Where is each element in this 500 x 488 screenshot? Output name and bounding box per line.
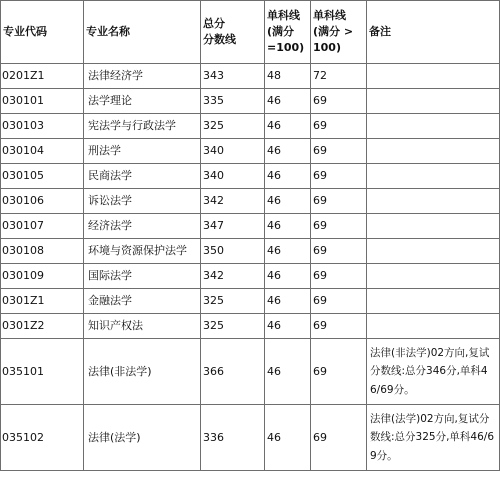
cell-total: 342 xyxy=(201,189,265,214)
cell-code: 035101 xyxy=(1,339,84,405)
table-row xyxy=(1,264,500,289)
header-row xyxy=(1,1,500,64)
cell-code: 030108 xyxy=(1,239,84,264)
cell-total: 350 xyxy=(201,239,265,264)
cell-total: 343 xyxy=(201,64,265,89)
cell-code: 0301Z2 xyxy=(1,314,84,339)
table-row xyxy=(1,214,500,239)
header-single-over-100-line2: (满分 > 100) xyxy=(313,25,354,54)
table-header xyxy=(1,1,500,64)
cell-total: 366 xyxy=(201,339,265,405)
cell-single-100: 46 xyxy=(265,405,311,471)
cell-code: 030101 xyxy=(1,89,84,114)
header-single-100 xyxy=(265,1,311,64)
cell-total: 325 xyxy=(201,289,265,314)
cell-total: 325 xyxy=(201,114,265,139)
cell-total: 340 xyxy=(201,164,265,189)
header-total-line2: 分数线 xyxy=(203,33,236,46)
header-single-over-100 xyxy=(311,1,367,64)
cell-note xyxy=(367,64,500,89)
cell-single-over-100: 69 xyxy=(311,114,367,139)
cell-code: 035102 xyxy=(1,405,84,471)
cell-single-over-100: 72 xyxy=(311,64,367,89)
cell-note xyxy=(367,214,500,239)
header-total-line1: 总分 xyxy=(203,17,225,31)
cell-code: 030105 xyxy=(1,164,84,189)
header-single-100-line3: =100) xyxy=(267,40,305,54)
table-row xyxy=(1,164,500,189)
table-row xyxy=(1,239,500,264)
table-row xyxy=(1,189,500,214)
cell-single-over-100: 69 xyxy=(311,264,367,289)
cell-single-100: 46 xyxy=(265,189,311,214)
cell-total: 340 xyxy=(201,139,265,164)
cell-single-100: 48 xyxy=(265,64,311,89)
cell-single-over-100: 69 xyxy=(311,239,367,264)
cell-single-over-100: 69 xyxy=(311,314,367,339)
cell-single-over-100: 69 xyxy=(311,405,367,471)
cell-note xyxy=(367,314,500,339)
cell-single-100: 46 xyxy=(265,114,311,139)
cell-single-100: 46 xyxy=(265,214,311,239)
cell-code: 0301Z1 xyxy=(1,289,84,314)
cell-name: 法律经济学 xyxy=(84,64,201,89)
table-row xyxy=(1,314,500,339)
cell-note: 法律(非法学)02方向,复试分数线:总分346分,单科46/69分。 xyxy=(367,339,500,405)
table-row xyxy=(1,289,500,314)
cell-name: 金融法学 xyxy=(84,289,201,314)
cell-single-over-100: 69 xyxy=(311,139,367,164)
cell-note xyxy=(367,139,500,164)
cell-single-over-100: 69 xyxy=(311,339,367,405)
header-single-over-100-line1: 单科线 xyxy=(313,9,346,23)
cell-code: 030107 xyxy=(1,214,84,239)
cell-single-100: 46 xyxy=(265,239,311,264)
cell-name: 国际法学 xyxy=(84,264,201,289)
cell-name: 刑法学 xyxy=(84,139,201,164)
cell-note xyxy=(367,189,500,214)
cell-total: 336 xyxy=(201,405,265,471)
cell-name: 宪法学与行政法学 xyxy=(84,114,201,139)
cell-total: 342 xyxy=(201,264,265,289)
table-row xyxy=(1,89,500,114)
cell-code: 030103 xyxy=(1,114,84,139)
cell-single-over-100: 69 xyxy=(311,289,367,314)
cell-single-100: 46 xyxy=(265,339,311,405)
cell-single-100: 46 xyxy=(265,89,311,114)
table-body xyxy=(1,64,500,471)
cell-note: 法律(法学)02方向,复试分数线:总分325分,单科46/69分。 xyxy=(367,405,500,471)
cell-single-100: 46 xyxy=(265,164,311,189)
cell-note xyxy=(367,164,500,189)
cell-note xyxy=(367,264,500,289)
header-note: 备注 xyxy=(367,1,500,64)
cell-single-over-100: 69 xyxy=(311,189,367,214)
cell-name: 经济法学 xyxy=(84,214,201,239)
cell-code: 030106 xyxy=(1,189,84,214)
cell-single-over-100: 69 xyxy=(311,164,367,189)
header-code: 专业代码 xyxy=(1,1,84,64)
header-total xyxy=(201,1,265,64)
cell-note xyxy=(367,114,500,139)
header-name: 专业名称 xyxy=(84,1,201,64)
cell-single-over-100: 69 xyxy=(311,89,367,114)
table-row xyxy=(1,405,500,471)
table-row xyxy=(1,339,500,405)
cell-code: 0201Z1 xyxy=(1,64,84,89)
cell-note xyxy=(367,239,500,264)
cell-code: 030109 xyxy=(1,264,84,289)
table-row xyxy=(1,139,500,164)
cell-name: 民商法学 xyxy=(84,164,201,189)
table-row xyxy=(1,64,500,89)
cell-single-100: 46 xyxy=(265,139,311,164)
cell-note xyxy=(367,89,500,114)
cell-name: 诉讼法学 xyxy=(84,189,201,214)
cell-single-over-100: 69 xyxy=(311,214,367,239)
cell-single-100: 46 xyxy=(265,289,311,314)
cell-name: 法律(法学) xyxy=(84,405,201,471)
cell-code: 030104 xyxy=(1,139,84,164)
cell-total: 347 xyxy=(201,214,265,239)
cell-single-100: 46 xyxy=(265,314,311,339)
header-single-100-line1: 单科线 xyxy=(267,9,300,23)
cell-name: 环境与资源保护法学 xyxy=(84,239,201,264)
table-row xyxy=(1,114,500,139)
cell-total: 335 xyxy=(201,89,265,114)
cell-note xyxy=(367,289,500,314)
cell-total: 325 xyxy=(201,314,265,339)
cell-name: 法律(非法学) xyxy=(84,339,201,405)
cell-name: 法学理论 xyxy=(84,89,201,114)
cell-single-100: 46 xyxy=(265,264,311,289)
header-single-100-line2: (满分 xyxy=(267,25,295,39)
cell-name: 知识产权法 xyxy=(84,314,201,339)
